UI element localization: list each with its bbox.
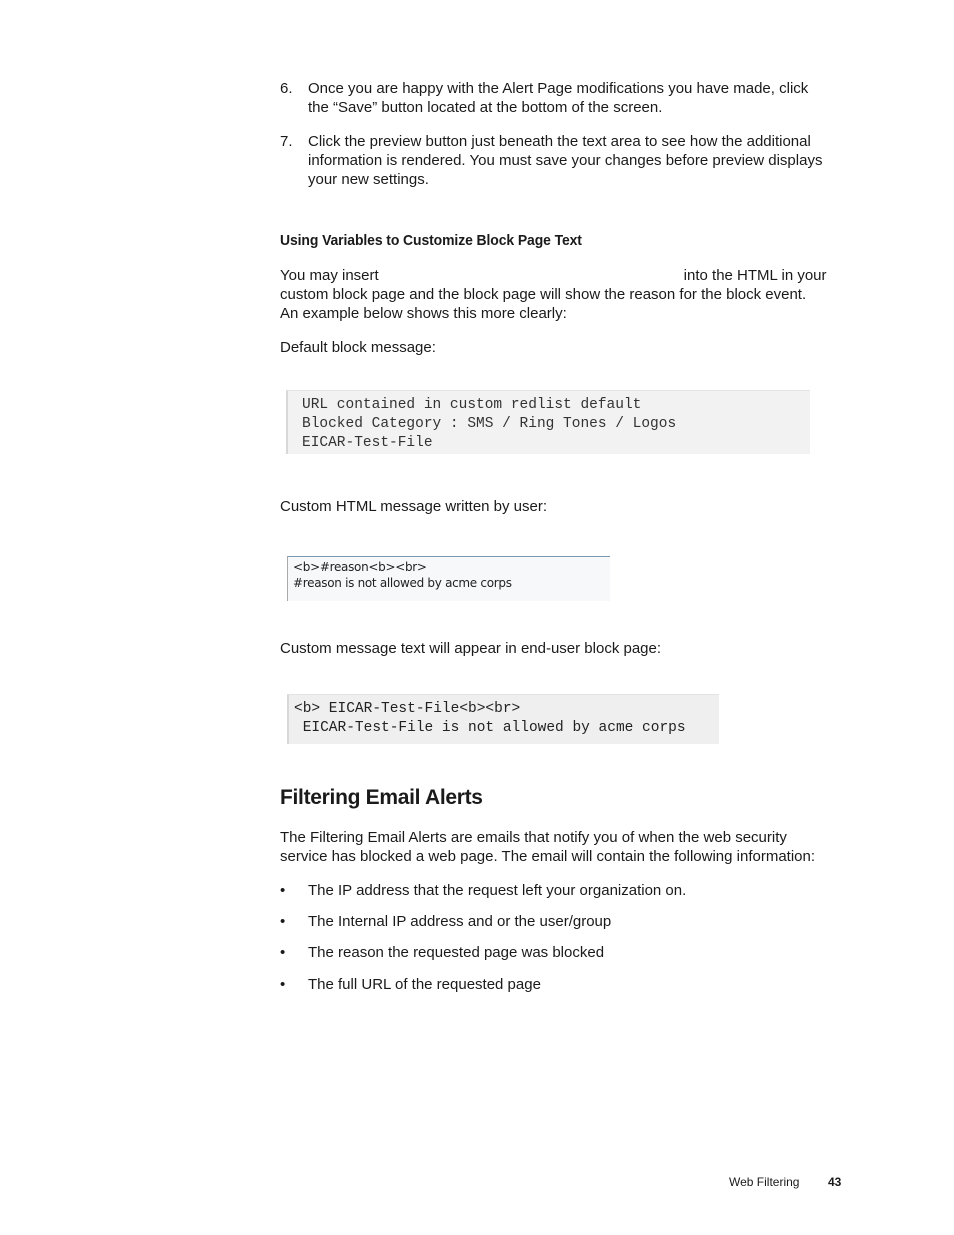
section-heading-variables: Using Variables to Customize Block Page Text (280, 232, 582, 249)
custom-html-textarea-sample (287, 556, 610, 601)
step-text (308, 132, 843, 189)
step-line: your new settings. (308, 171, 429, 188)
custom-message-label: Custom HTML message written by user: (280, 498, 548, 515)
step-line: the “Save” button located at the bottom of the screen. (308, 99, 663, 116)
bullet-icon: • (280, 913, 286, 930)
footer-section-name: Web Filtering (729, 1175, 800, 1189)
code-line: URL contained in custom redlist default (302, 397, 642, 413)
code-line: Blocked Category : SMS / Ring Tones / Logos (302, 416, 677, 432)
bullet-icon: • (280, 976, 286, 993)
step-text (308, 79, 843, 117)
intro-line: The Filtering Email Alerts are emails that notify you of when the web security (280, 829, 787, 846)
bullet-icon: • (280, 882, 286, 899)
intro-line (280, 266, 840, 285)
enduser-message-label: Custom message text will appear in end-user block page: (280, 640, 662, 657)
bullet-text: The full URL of the requested page (308, 976, 541, 993)
code-line: #reason is not allowed by acme corps (293, 576, 512, 590)
variables-intro (280, 266, 840, 323)
section-heading-email-alerts: Filtering Email Alerts (280, 786, 483, 809)
code-line: <b>#reason<b><br> (293, 560, 427, 574)
code-line: <b> EICAR-Test-File<b><br> (294, 701, 521, 717)
step-number: 6. (280, 80, 293, 97)
default-message-label: Default block message: (280, 339, 436, 356)
code-line: EICAR-Test-File (302, 435, 433, 451)
bullet-text: The IP address that the request left your organization on. (308, 882, 687, 899)
email-alerts-intro (280, 828, 840, 866)
page-number: 43 (828, 1175, 842, 1189)
bullet-text: The reason the requested page was blocked (308, 944, 605, 961)
intro-line: An example below shows this more clearly: (280, 305, 567, 322)
intro-line-end: into the HTML in your (683, 267, 827, 284)
code-line: EICAR-Test-File is not allowed by acme corps (294, 720, 686, 736)
bullet-text: The Internal IP address and or the user/group (308, 913, 612, 930)
default-message-code-sample (286, 390, 810, 454)
step-number: 7. (280, 133, 293, 150)
step-line: Once you are happy with the Alert Page modifications you have made, click (308, 80, 809, 97)
step-line: information is rendered. You must save your changes before preview displays (308, 152, 823, 169)
intro-line-start: You may insert (280, 267, 379, 284)
intro-line: custom block page and the block page will show the reason for the block event. (280, 286, 807, 303)
bullet-icon: • (280, 944, 286, 961)
intro-line: service has blocked a web page. The email will contain the following information: (280, 848, 816, 865)
step-line: Click the preview button just beneath the text area to see how the additional (308, 133, 811, 150)
enduser-block-page-code-sample (287, 694, 719, 744)
